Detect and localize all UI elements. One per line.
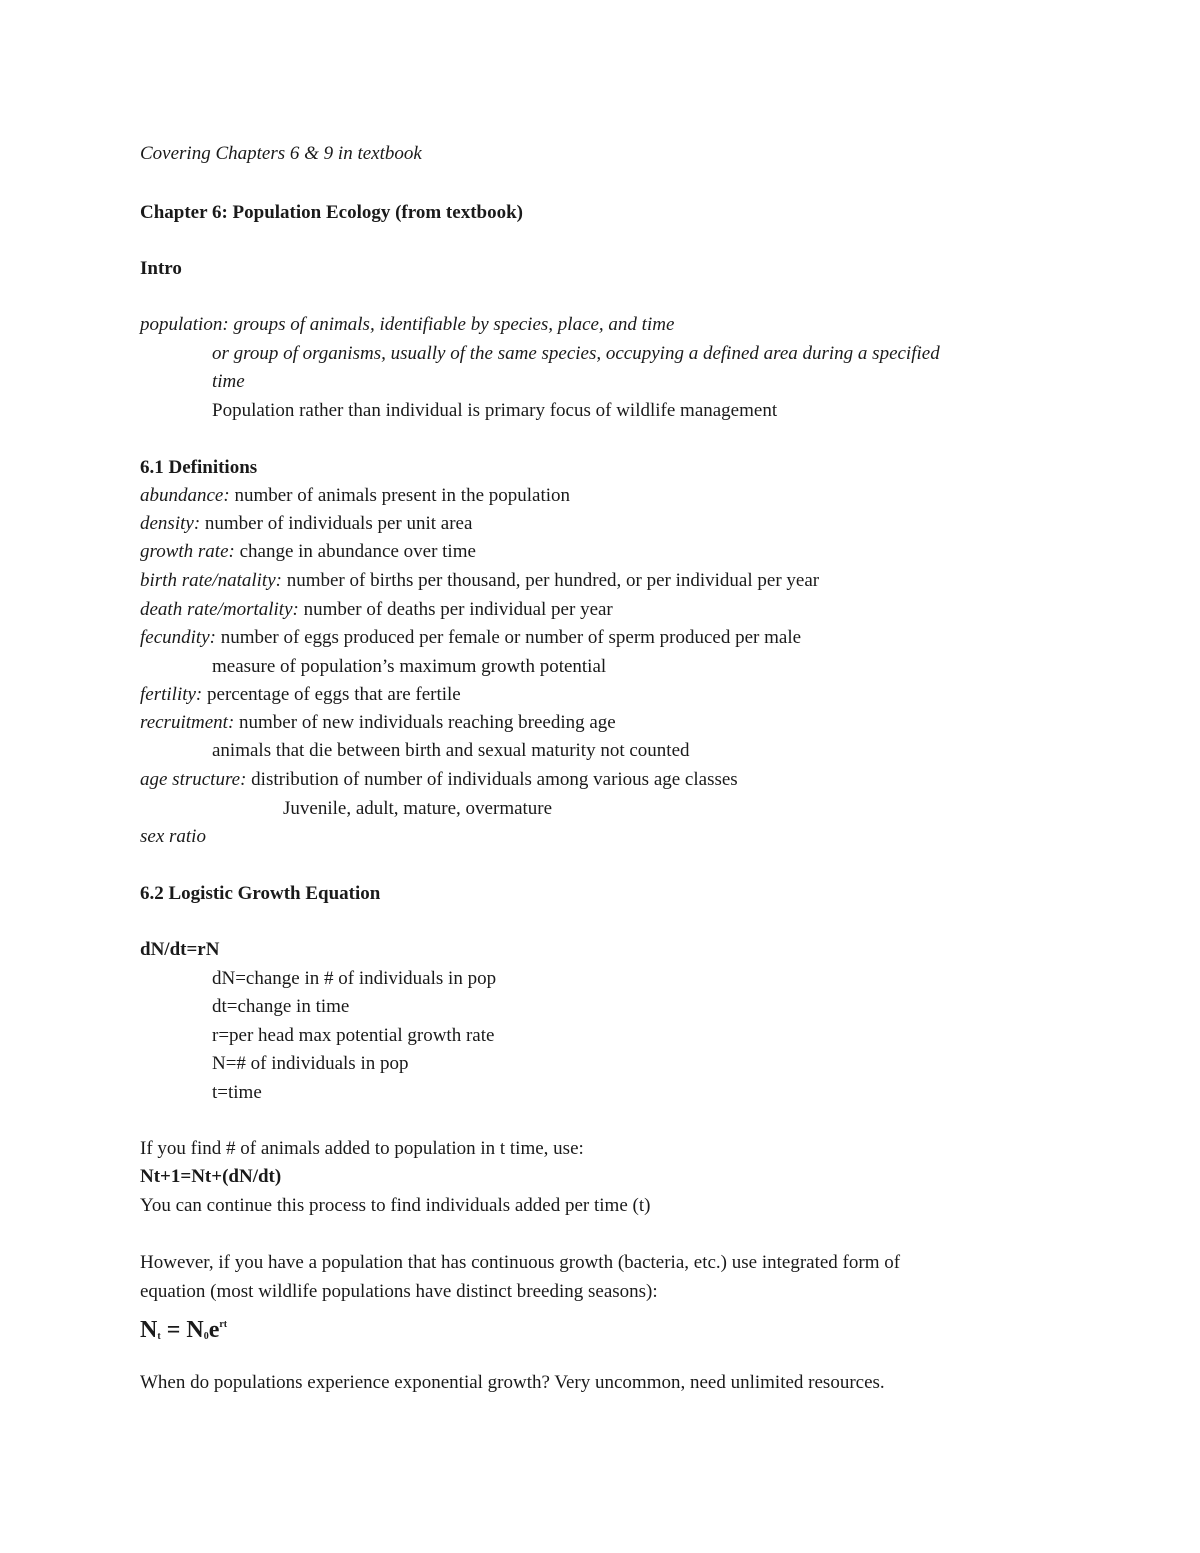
definition-density [140, 512, 472, 536]
eq-n: N [140, 1317, 158, 1343]
chapter-title: Chapter 6: Population Ecology (from textbook) [140, 202, 523, 223]
intro-heading: Intro [140, 258, 182, 279]
equation-variable: dN=change in # of individuals in pop [212, 968, 497, 989]
growth-equation: dN/dt=rN [140, 939, 220, 960]
integrated-equation [140, 1310, 227, 1352]
discrete-note: You can continue this process to find individuals added per time (t) [140, 1195, 651, 1216]
eq-t-sub: t [157, 1331, 161, 1342]
definition-text: number of eggs produced per female or number of sperm produced per male [215, 627, 802, 648]
eq-zero-sub: 0 [203, 1331, 209, 1342]
population-definition-alt: or group of organisms, usually of the same species, occupying a defined area during a specified [212, 343, 940, 364]
equation-variable: r=per head max potential growth rate [212, 1025, 495, 1046]
definition-fecundity [140, 626, 801, 650]
definition-sex-ratio: sex ratio [140, 826, 206, 847]
eq-rt-sup: rt [219, 1319, 228, 1330]
covering-note: Covering Chapters 6 & 9 in textbook [140, 143, 422, 164]
definition-term: density: [140, 513, 201, 534]
definition-fertility [140, 683, 461, 707]
definition-abundance [140, 484, 570, 508]
population-note: Population rather than individual is primary focus of wildlife management [212, 400, 778, 421]
definition-text: number of births per thousand, per hundred, or per individual per year [281, 570, 820, 591]
definition-text: change in abundance over time [234, 541, 476, 562]
equation-variable: t=time [212, 1082, 262, 1103]
equation-variable: dt=change in time [212, 996, 350, 1017]
definition-text: number of deaths per individual per year [298, 599, 613, 620]
equation-variable: N=# of individuals in pop [212, 1053, 409, 1074]
discrete-equation: Nt+1=Nt+(dN/dt) [140, 1166, 282, 1187]
definition-term: fertility: [140, 684, 203, 705]
definitions-heading: 6.1 Definitions [140, 457, 258, 478]
definition-term: death rate/mortality: [140, 599, 299, 620]
definition-text: distribution of number of individuals among various age classes [246, 769, 738, 790]
definition-text: percentage of eggs that are fertile [202, 684, 461, 705]
eq-e: e [208, 1317, 220, 1343]
definition-birth-rate [140, 569, 819, 593]
definition-term: age structure: [140, 769, 247, 790]
definition-term: abundance: [140, 485, 230, 506]
definition-text: number of individuals per unit area [200, 513, 473, 534]
continuous-intro-cont: equation (most wildlife populations have distinct breeding seasons): [140, 1281, 658, 1302]
definition-term: growth rate: [140, 541, 235, 562]
definition-term: birth rate/natality: [140, 570, 282, 591]
definition-text: number of new individuals reaching breeding age [234, 712, 616, 733]
eq-equals: = N [160, 1317, 204, 1343]
definition-text: number of animals present in the population [229, 485, 571, 506]
logistic-heading: 6.2 Logistic Growth Equation [140, 883, 381, 904]
continuous-intro: However, if you have a population that has continuous growth (bacteria, etc.) use integrated form of [140, 1252, 901, 1273]
definition-fecundity-note: measure of population’s maximum growth potential [212, 656, 607, 677]
population-definition: population: groups of animals, identifiable by species, place, and time [140, 314, 675, 335]
definition-age-classes: Juvenile, adult, mature, overmature [283, 798, 553, 819]
definition-age-structure [140, 768, 738, 792]
exponential-question: When do populations experience exponential growth? Very uncommon, need unlimited resources. [140, 1372, 885, 1393]
definition-recruitment-note: animals that die between birth and sexual maturity not counted [212, 740, 690, 761]
definition-term: recruitment: [140, 712, 235, 733]
definition-growth-rate [140, 540, 476, 564]
discrete-intro: If you find # of animals added to population in t time, use: [140, 1138, 584, 1159]
definition-recruitment [140, 711, 616, 735]
population-definition-alt-cont: time [212, 371, 245, 392]
definition-term: fecundity: [140, 627, 216, 648]
definition-death-rate [140, 598, 613, 622]
